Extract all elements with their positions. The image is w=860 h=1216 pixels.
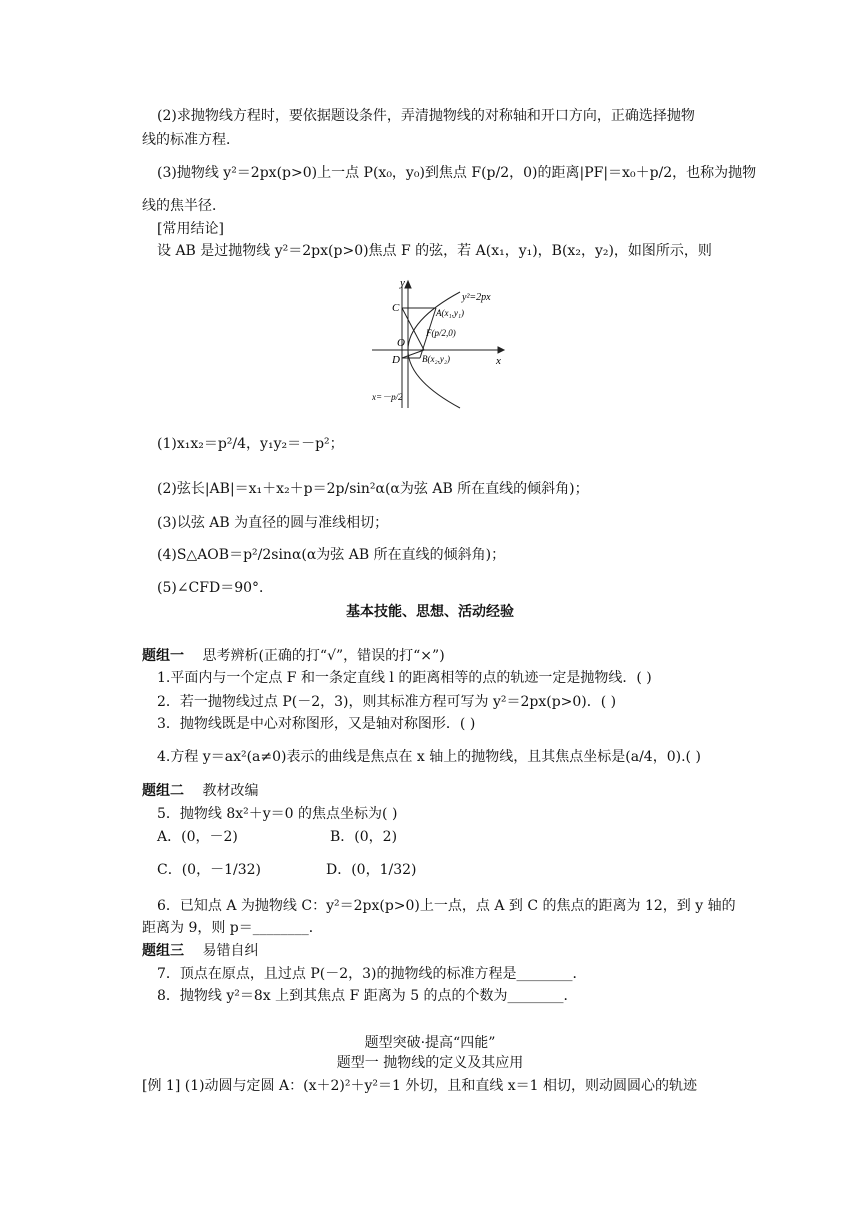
- parabola-figure: [372, 278, 512, 410]
- question-4: 4.方程 y＝ax²(a≠0)表示的曲线是焦点在 x 轴上的抛物线，且其焦点坐标是(a/4，0).( ): [157, 749, 701, 765]
- label-f: F(p/2,0): [426, 328, 456, 338]
- label-curve: y²=2px: [462, 292, 491, 303]
- question-7: 7．顶点在原点，且过点 P(－2，3)的抛物线的标准方程是________．: [157, 966, 587, 982]
- segment-cf: [402, 308, 424, 350]
- paragraph-2-line-2: 线的标准方程．: [142, 132, 240, 148]
- group-2-desc: 教材改编: [202, 783, 259, 799]
- label-y: y: [400, 278, 405, 289]
- paragraph-2-line-1: (2)求抛物线方程时，要依据题设条件，弄清抛物线的对称轴和开口方向，正确选择抛物: [157, 108, 695, 124]
- label-directrix: x=－p/2: [372, 392, 403, 402]
- group-1-title: 题组一: [142, 648, 184, 664]
- label-x: x: [496, 355, 501, 367]
- question-5-option-b: B．(0，2): [330, 829, 398, 845]
- group-1-heading: [142, 646, 445, 666]
- conclusion-5: (5)∠CFD＝90°．: [157, 580, 274, 596]
- paragraph-3-line-2: 线的焦半径．: [142, 198, 226, 214]
- common-conclusion-heading: [常用结论]: [157, 221, 224, 237]
- label-b: B(x₂,y₂): [422, 354, 450, 364]
- label-o: O: [397, 337, 405, 349]
- group-2-heading: [142, 781, 258, 801]
- group-2-title: 题组二: [142, 783, 184, 799]
- group-3-heading: [142, 941, 258, 961]
- label-d: D: [392, 354, 400, 366]
- conclusion-1: (1)x₁x₂＝p²/4，y₁y₂＝－p²；: [157, 436, 344, 452]
- conclusion-3: (3)以弦 AB 为直径的圆与准线相切；: [157, 515, 389, 531]
- x-axis-arrow-icon: [498, 347, 504, 353]
- conclusion-4: (4)S△AOB＝p²/2sinα(α为弦 AB 所在直线的倾斜角)；: [157, 547, 506, 563]
- question-3: 3．抛物线既是中心对称图形，又是轴对称图形．( ): [157, 716, 476, 732]
- question-5-option-c: C．(0，－1/32): [157, 862, 261, 878]
- label-a: A(x₁,y₁): [436, 308, 464, 318]
- conclusion-2: (2)弦长|AB|＝x₁＋x₂＋p＝2p/sin²α(α为弦 AB 所在直线的倾斜角)；: [157, 481, 589, 497]
- question-2: 2．若一抛物线过点 P(－2，3)，则其标准方程可写为 y²＝2px(p>0)．( ): [157, 694, 617, 710]
- group-3-title: 题组三: [142, 943, 184, 959]
- label-c: C: [392, 302, 400, 314]
- question-8: 8．抛物线 y²＝8x 上到其焦点 F 距离为 5 的点的个数为________．: [157, 988, 578, 1004]
- part-title: 题型突破·提高“四能”: [364, 1035, 496, 1051]
- question-1: 1.平面内与一个定点 F 和一条定直线 l 的距离相等的点的轨迹一定是抛物线．( ): [157, 670, 652, 686]
- type-1-title: 题型一 抛物线的定义及其应用: [336, 1055, 524, 1071]
- question-6-line-1: 6．已知点 A 为抛物线 C：y²＝2px(p>0)上一点，点 A 到 C 的焦点的距离为 12，到 y 轴的: [157, 898, 736, 914]
- question-5: 5．抛物线 8x²＋y＝0 的焦点坐标为( ): [157, 806, 398, 822]
- question-6-line-2: 距离为 9，则 p＝________．: [142, 920, 323, 936]
- y-axis-arrow-icon: [405, 281, 411, 288]
- paragraph-3-line-1: (3)抛物线 y²＝2px(p>0)上一点 P(x₀，y₀)到焦点 F(p/2，0)的距离|PF|＝x₀＋p/2，也称为抛物: [157, 165, 757, 181]
- section-title: 基本技能、思想、活动经验: [346, 604, 514, 620]
- group-3-desc: 易错自纠: [202, 943, 259, 959]
- example-1: [例 1] (1)动圆与定圆 A：(x＋2)²＋y²＝1 外切，且和直线 x＝1 相切，则动圆圆心的轨迹: [142, 1078, 698, 1094]
- question-5-option-d: D．(0，1/32): [326, 862, 417, 878]
- common-conclusion-intro: 设 AB 是过抛物线 y²＝2px(p>0)焦点 F 的弦，若 A(x₁，y₁)，B(x₂，y₂)，如图所示，则: [157, 243, 712, 259]
- group-1-desc: 思考辨析(正确的打“√”，错误的打“×”): [202, 648, 445, 664]
- question-5-option-a: A．(0，－2): [157, 829, 238, 845]
